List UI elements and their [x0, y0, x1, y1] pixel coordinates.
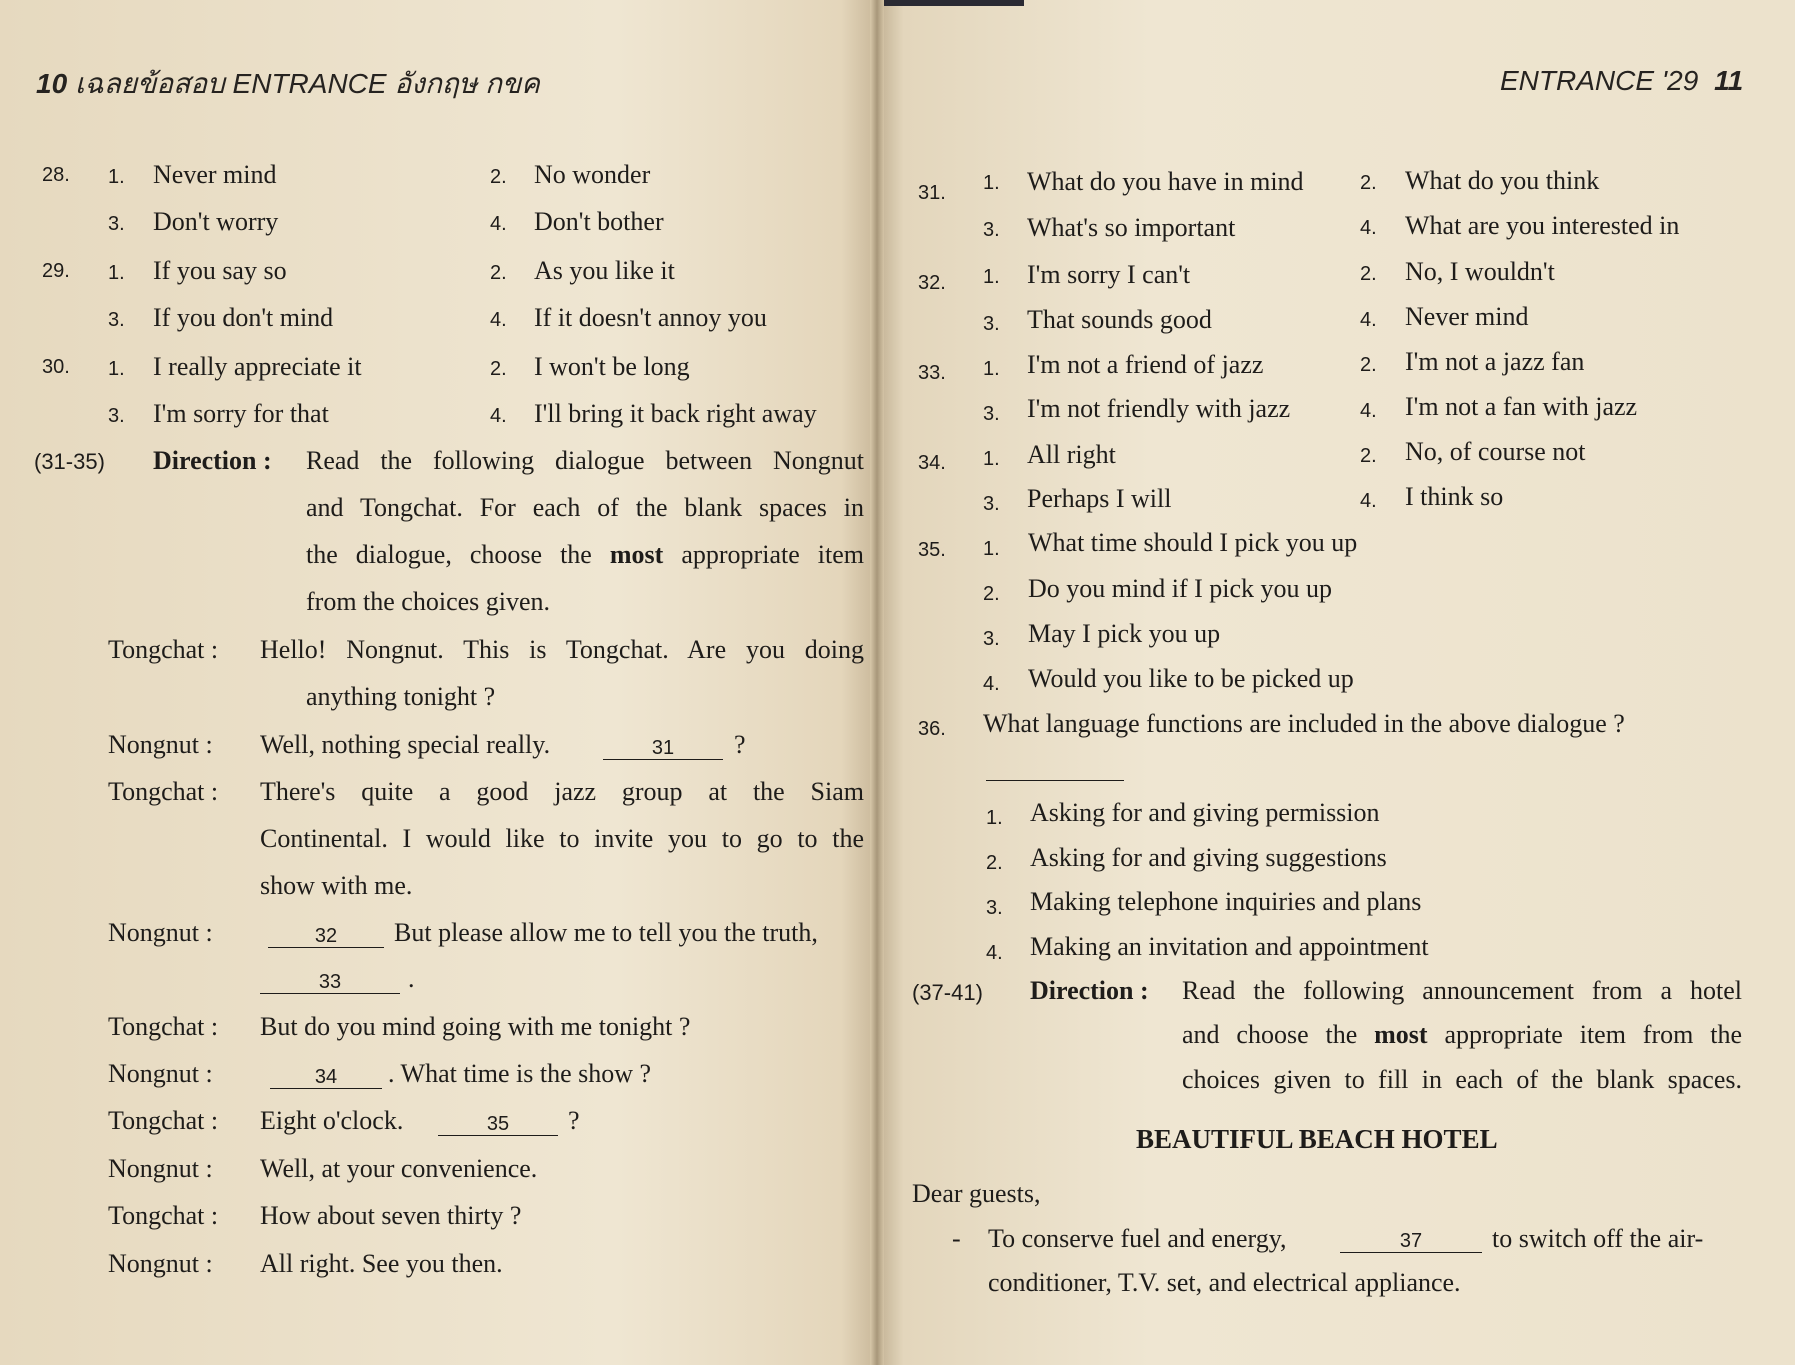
- option-text: I'm not a jazz fan: [1405, 347, 1585, 376]
- direction-label: Direction :: [153, 446, 272, 475]
- left-page-header: [36, 62, 540, 106]
- dialogue-line: Well, nothing special really.: [260, 730, 551, 759]
- option-text: Don't worry: [153, 207, 279, 236]
- book-gutter: [870, 0, 884, 1365]
- dialogue-line: Hello! Nongnut. This is Tongchat. Are you doing: [260, 635, 864, 664]
- question-text: What language functions are included in the above dialogue ?: [983, 709, 1625, 738]
- option-number: 1.: [983, 358, 1000, 380]
- dialogue-line: show with me.: [260, 871, 413, 900]
- option-text: What are you interested in: [1405, 211, 1680, 240]
- direction-label: Direction :: [1030, 976, 1149, 1005]
- bullet-text: to switch off the air-: [1492, 1224, 1704, 1253]
- option-text: If you don't mind: [153, 303, 334, 332]
- option-number: 2.: [1360, 263, 1377, 285]
- direction-line: Read the following dialogue between Nongnut: [306, 446, 864, 475]
- option-number: 2.: [986, 852, 1003, 874]
- answer-blank-31: 31: [603, 737, 723, 760]
- option-number: 1.: [983, 266, 1000, 288]
- direction-line: Read the following announcement from a hotel: [1182, 976, 1742, 1005]
- speaker-name: Tongchat :: [108, 635, 219, 664]
- dialogue-punct: ?: [734, 730, 746, 759]
- option-number: 1.: [983, 448, 1000, 470]
- option-text: I'm sorry for that: [153, 399, 329, 428]
- option-number: 4.: [1360, 490, 1377, 512]
- direction-line: choices given to fill in each of the blank spaces.: [1182, 1065, 1742, 1094]
- speaker-name: Tongchat :: [108, 1012, 219, 1041]
- question-number: 30.: [42, 356, 70, 378]
- direction-range: (37-41): [912, 980, 983, 1005]
- option-number: 4.: [490, 213, 507, 235]
- question-number: 29.: [42, 260, 70, 282]
- option-text: All right: [1027, 440, 1116, 469]
- option-text: No wonder: [534, 160, 651, 189]
- option-number: 2.: [490, 262, 507, 284]
- option-number: 2.: [983, 583, 1000, 605]
- answer-blank-34: 34: [270, 1066, 382, 1089]
- option-text: I'll bring it back right away: [534, 399, 817, 428]
- right-page-number: 11: [1714, 65, 1744, 96]
- bullet-text: To conserve fuel and energy,: [988, 1224, 1287, 1253]
- option-number: 3.: [983, 219, 1000, 241]
- option-number: 4.: [1360, 400, 1377, 422]
- speaker-name: Nongnut :: [108, 1059, 213, 1088]
- dialogue-line: But please allow me to tell you the truth,: [394, 918, 818, 947]
- speaker-name: Tongchat :: [108, 777, 219, 806]
- option-number: 4.: [490, 405, 507, 427]
- dialogue-punct: .: [408, 964, 415, 993]
- option-number: 3.: [108, 309, 125, 331]
- option-text: Asking for and giving suggestions: [1030, 843, 1387, 872]
- question-number: 34.: [918, 452, 946, 474]
- option-text: Making telephone inquiries and plans: [1030, 887, 1422, 916]
- option-text: I'm not a fan with jazz: [1405, 392, 1638, 421]
- left-header-title: เฉลยข้อสอบ ENTRANCE อังกฤษ กขค: [74, 68, 540, 99]
- option-text: What do you think: [1405, 166, 1600, 195]
- question-number: 28.: [42, 164, 70, 186]
- speaker-name: Tongchat :: [108, 1201, 219, 1230]
- speaker-name: Nongnut :: [108, 918, 213, 947]
- option-number: 3.: [983, 628, 1000, 650]
- hotel-title: BEAUTIFUL BEACH HOTEL: [1136, 1124, 1498, 1154]
- answer-line: [986, 780, 1124, 781]
- option-text: Do you mind if I pick you up: [1028, 574, 1333, 603]
- option-number: 2.: [490, 358, 507, 380]
- dialogue-line: . What time is the show ?: [388, 1059, 652, 1088]
- direction-line: and choose the most appropriate item from the: [1182, 1020, 1742, 1049]
- option-number: 2.: [1360, 354, 1377, 376]
- option-number: 1.: [983, 172, 1000, 194]
- option-text: I'm not a friend of jazz: [1027, 350, 1264, 379]
- option-text: No, I wouldn't: [1405, 257, 1555, 286]
- dialogue-line: Continental. I would like to invite you to go to the: [260, 824, 864, 853]
- option-text: Making an invitation and appointment: [1030, 932, 1429, 961]
- option-number: 2.: [1360, 172, 1377, 194]
- option-number: 4.: [490, 309, 507, 331]
- dialogue-line: How about seven thirty ?: [260, 1201, 522, 1230]
- option-text: What's so important: [1027, 213, 1236, 242]
- option-number: 4.: [1360, 217, 1377, 239]
- question-number: 32.: [918, 272, 946, 294]
- option-text: Don't bother: [534, 207, 664, 236]
- direction-line: and Tongchat. For each of the blank spaces in: [306, 493, 864, 522]
- speaker-name: Nongnut :: [108, 730, 213, 759]
- answer-blank-33: 33: [260, 971, 400, 994]
- speaker-name: Tongchat :: [108, 1106, 219, 1135]
- direction-line: from the choices given.: [306, 587, 551, 616]
- direction-line: the dialogue, choose the most appropriate item: [306, 540, 864, 569]
- option-number: 1.: [108, 262, 125, 284]
- option-number: 4.: [986, 942, 1003, 964]
- option-text: As you like it: [534, 256, 675, 285]
- dialogue-line: Eight o'clock.: [260, 1106, 404, 1135]
- option-text: What time should I pick you up: [1028, 528, 1358, 557]
- option-number: 1.: [983, 538, 1000, 560]
- speaker-name: Nongnut :: [108, 1154, 213, 1183]
- option-number: 3.: [108, 405, 125, 427]
- option-number: 3.: [983, 313, 1000, 335]
- option-text: Never mind: [153, 160, 277, 189]
- option-text: Asking for and giving permission: [1030, 798, 1380, 827]
- option-text: May I pick you up: [1028, 619, 1221, 648]
- direction-range: (31-35): [34, 449, 105, 474]
- dialogue-punct: ?: [568, 1106, 580, 1135]
- option-number: 3.: [986, 897, 1003, 919]
- option-number: 4.: [983, 673, 1000, 695]
- speaker-name: Nongnut :: [108, 1249, 213, 1278]
- option-text: I think so: [1405, 482, 1504, 511]
- question-number: 33.: [918, 362, 946, 384]
- option-text: No, of course not: [1405, 437, 1586, 466]
- answer-blank-35: 35: [438, 1113, 558, 1136]
- option-number: 2.: [1360, 445, 1377, 467]
- bullet-dash: -: [952, 1224, 961, 1253]
- option-text: Perhaps I will: [1027, 484, 1172, 513]
- answer-blank-37: 37: [1340, 1230, 1482, 1253]
- option-number: 3.: [983, 493, 1000, 515]
- option-text: If you say so: [153, 256, 287, 285]
- question-number: 31.: [918, 182, 946, 204]
- dialogue-line: All right. See you then.: [260, 1249, 503, 1278]
- option-number: 1.: [108, 358, 125, 380]
- option-number: 1.: [108, 166, 125, 188]
- answer-blank-32: 32: [268, 925, 384, 948]
- option-text: I won't be long: [534, 352, 690, 381]
- option-text: If it doesn't annoy you: [534, 303, 767, 332]
- dialogue-line: There's quite a good jazz group at the Siam: [260, 777, 864, 806]
- right-page-header: [1500, 65, 1743, 97]
- question-number: 36.: [918, 718, 946, 740]
- option-text: Never mind: [1405, 302, 1529, 331]
- option-number: 3.: [983, 403, 1000, 425]
- page-edge-mark: [884, 0, 1024, 6]
- salutation: Dear guests,: [912, 1179, 1041, 1208]
- option-number: 4.: [1360, 309, 1377, 331]
- dialogue-line: Well, at your convenience.: [260, 1154, 538, 1183]
- option-text: Would you like to be picked up: [1028, 664, 1354, 693]
- option-text: What do you have in mind: [1027, 167, 1304, 196]
- dialogue-line: anything tonight ?: [306, 682, 496, 711]
- option-number: 2.: [490, 166, 507, 188]
- question-number: 35.: [918, 539, 946, 561]
- right-header-title: ENTRANCE '29: [1500, 65, 1699, 96]
- option-text: I really appreciate it: [153, 352, 362, 381]
- bullet-text: conditioner, T.V. set, and electrical appliance.: [988, 1268, 1461, 1297]
- option-number: 3.: [108, 213, 125, 235]
- option-text: I'm sorry I can't: [1027, 260, 1191, 289]
- option-number: 1.: [986, 807, 1003, 829]
- option-text: That sounds good: [1027, 305, 1212, 334]
- dialogue-line: But do you mind going with me tonight ?: [260, 1012, 691, 1041]
- left-page-number: 10: [36, 68, 68, 99]
- option-text: I'm not friendly with jazz: [1027, 394, 1291, 423]
